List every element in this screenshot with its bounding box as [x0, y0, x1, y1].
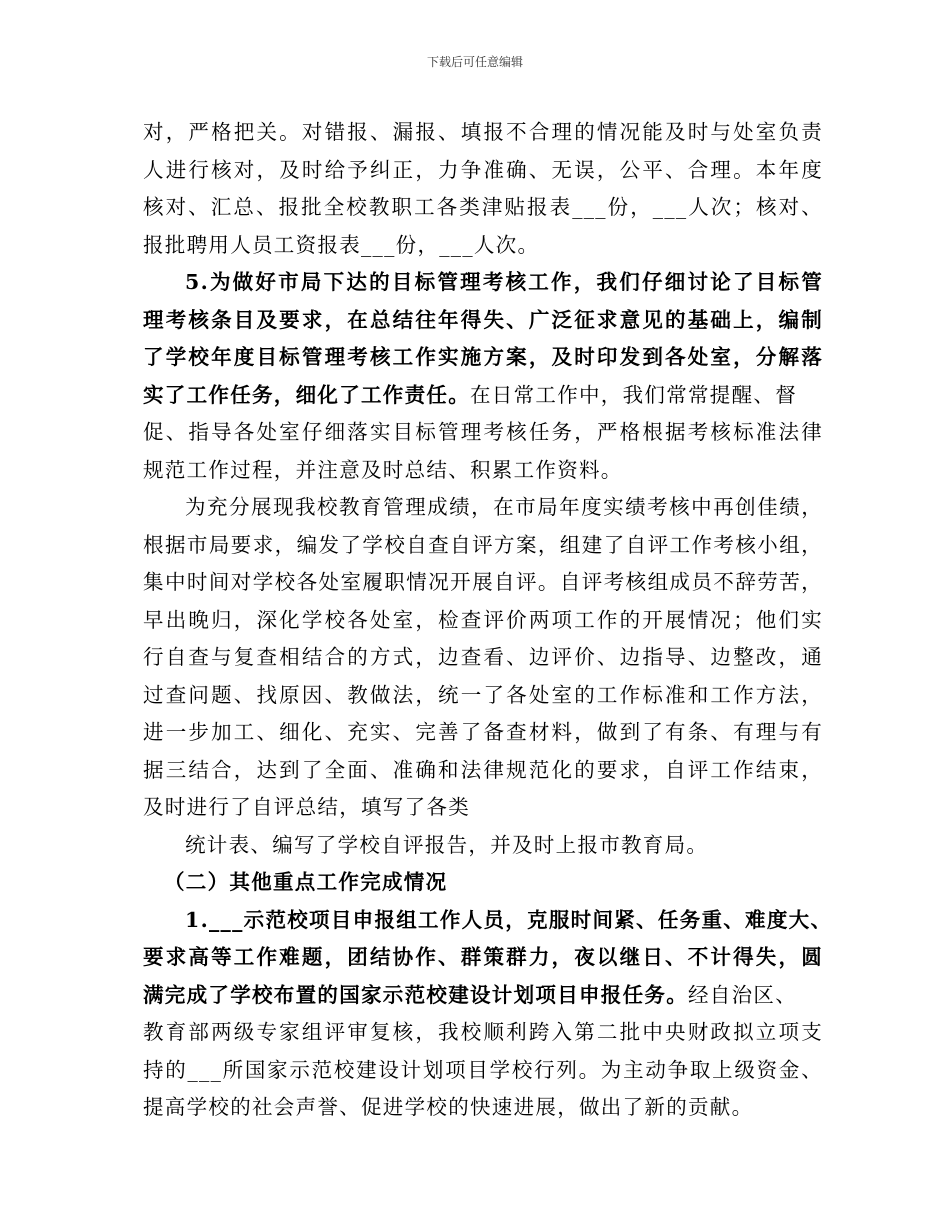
text-line-bold: 理考核条目及要求，在总结往年得失、广泛征求意见的基础上，编制 — [143, 307, 823, 332]
text-line: 教育部两级专家组评审复核，我校顺利跨入第二批中央财政拟立项支 — [143, 1020, 823, 1044]
document-body — [143, 114, 833, 1127]
text-line: 规范工作过程，并注意及时总结、积累工作资料。 — [143, 457, 623, 482]
text-line: 人进行核对，及时给予纠正，力争准确、无误，公平、合理。本年度 — [143, 157, 823, 182]
text-line-bold: 1.___示范校项目申报组工作人员，克服时间紧、任务重、难度大、 — [185, 907, 833, 932]
text-line-mixed — [143, 977, 823, 1015]
text-line-bold: 了学校年度目标管理考核工作实施方案，及时印发到各处室，分解落 — [143, 345, 823, 369]
text-line: 提高学校的社会声誉、促进学校的快速进展，做出了新的贡献。 — [143, 1095, 754, 1119]
text-line: 统计表、编写了学校自评报告，并及时上报市教育局。 — [185, 832, 709, 857]
normal-segment: 在日常工作中，我们常常提醒、督 — [470, 382, 797, 407]
text-line-mixed — [143, 377, 823, 415]
page-header: 下载后可任意编辑 — [426, 55, 523, 69]
text-line-bold: 要求高等工作难题，团结协作、群策群力，夜以继日、不计得失，圆 — [143, 945, 823, 969]
text-line: 集中时间对学校各处室履职情况开展自评。自评考核组成员不辞劳苦， — [143, 570, 823, 594]
text-line: 及时进行了自评总结，填写了各类 — [143, 795, 470, 819]
text-line-bold: 5.为做好市局下达的目标管理考核工作，我们仔细讨论了目标管 — [185, 270, 823, 294]
text-line: 根据市局要求，编发了学校自查自评方案，组建了自评工作考核小组， — [143, 532, 823, 557]
text-line: 早出晚归，深化学校各处室，检查评价两项工作的开展情况；他们实 — [143, 607, 823, 632]
text-line: 核对、汇总、报批全校教职工各类津贴报表___份，___人次；核对、 — [143, 195, 823, 219]
text-line: 持的___所国家示范校建设计划项目学校行列。为主动争取上级资金、 — [143, 1057, 823, 1082]
text-line: 过查问题、找原因、教做法，统一了各处室的工作标准和工作方法， — [143, 682, 823, 707]
section-heading: （二）其他重点工作完成情况 — [164, 870, 448, 894]
text-line: 报批聘用人员工资报表___份，___人次。 — [143, 232, 540, 257]
bold-segment: 满完成了学校布置的国家示范校建设计划项目申报任务。 — [143, 982, 688, 1007]
text-line: 进一步加工、细化、充实、完善了备查材料，做到了有条、有理与有 — [143, 720, 823, 744]
text-line: 为充分展现我校教育管理成绩，在市局年度实绩考核中再创佳绩， — [185, 495, 823, 519]
normal-segment: 经自治区、 — [688, 982, 797, 1007]
bold-segment: 实了工作任务，细化了工作责任。 — [143, 382, 470, 407]
text-line: 对，严格把关。对错报、漏报、填报不合理的情况能及时与处室负责 — [143, 120, 823, 144]
text-line: 行自查与复查相结合的方式，边查看、边评价、边指导、边整改，通 — [143, 645, 823, 669]
text-line: 促、指导各处室仔细落实目标管理考核任务，严格根据考核标准法律 — [143, 420, 823, 444]
text-line: 据三结合，达到了全面、准确和法律规范化的要求，自评工作结束， — [143, 757, 823, 782]
